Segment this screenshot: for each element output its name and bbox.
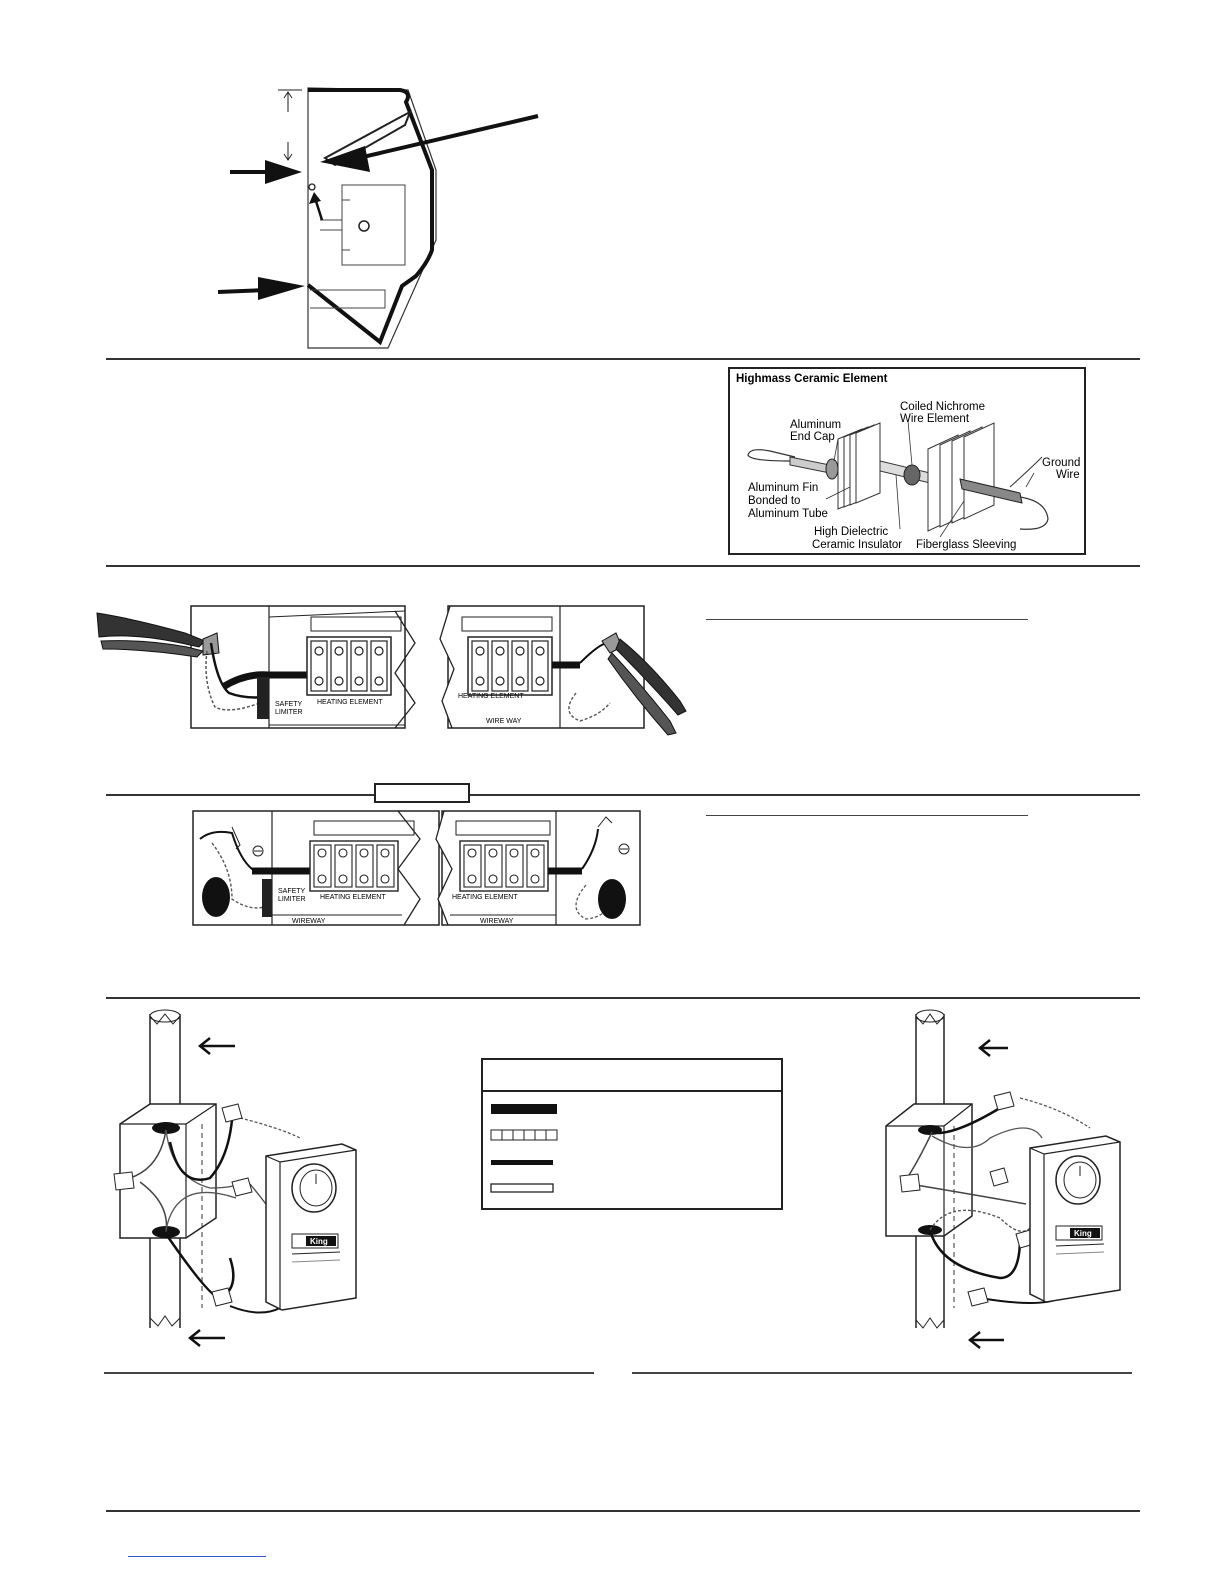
ceramic-element-title: Highmass Ceramic Element <box>736 373 888 385</box>
wire-legend-header <box>483 1060 781 1092</box>
label-wire-element: Wire Element <box>900 413 970 425</box>
label-coiled-nichrome: Coiled Nichrome <box>900 401 986 413</box>
text-underline <box>706 619 1028 620</box>
label-end-cap: End Cap <box>790 431 835 443</box>
label-aluminum-tube: Aluminum Tube <box>748 508 828 520</box>
heating-element-label: HEATING ELEMENT <box>317 699 383 706</box>
safety-label: SAFETY <box>275 701 303 708</box>
wire-legend <box>481 1058 783 1210</box>
label-aluminum: Aluminum <box>790 419 842 431</box>
wiring-right-end-diagram <box>440 603 690 738</box>
heating-element-label: HEATING ELEMENT <box>320 894 386 901</box>
label-aluminum-fin: Aluminum Fin <box>748 482 819 494</box>
thermostat-brand: King <box>1074 1229 1092 1238</box>
safety-label: SAFETY <box>278 888 306 895</box>
note-box <box>374 783 470 803</box>
limiter-label: LIMITER <box>278 896 306 903</box>
heating-element-label: HEATING ELEMENT <box>452 894 518 901</box>
label-fiberglass-sleeving: Fiberglass Sleeving <box>916 539 1017 551</box>
section-divider <box>106 794 1140 796</box>
legend-swatches <box>490 1100 570 1210</box>
label-wire: Wire <box>1056 469 1080 481</box>
ceramic-element-drawing <box>730 369 1084 553</box>
section-divider <box>106 358 1140 360</box>
wireway-right-diagram <box>436 809 642 927</box>
footer-divider <box>106 1510 1140 1512</box>
thermostat-wiring-double-pole-diagram <box>880 1008 1140 1348</box>
ceramic-element-figure <box>728 367 1086 555</box>
thermostat-wiring-single-pole-diagram <box>110 1008 370 1343</box>
label-high-dielectric: High Dielectric <box>814 526 889 538</box>
wireway-left-diagram <box>192 809 442 927</box>
footer-link[interactable] <box>128 1556 266 1557</box>
limiter-label: LIMITER <box>275 709 303 716</box>
wiring-left-end-diagram <box>95 603 415 733</box>
heating-element-label: HEATING ELEMENT <box>458 693 524 700</box>
label-ground: Ground <box>1042 457 1081 469</box>
label-bonded-to: Bonded to <box>748 495 801 507</box>
wire-way-label: WIRE WAY <box>486 718 522 725</box>
right-column-rule <box>632 1372 1132 1374</box>
text-underline <box>706 815 1028 816</box>
wireway-label: WIREWAY <box>480 918 514 925</box>
section-divider <box>106 565 1140 567</box>
wireway-label: WIREWAY <box>292 918 326 925</box>
label-ceramic-insulator: Ceramic Insulator <box>812 539 903 551</box>
left-column-rule <box>104 1372 594 1374</box>
section-divider <box>106 997 1140 999</box>
heater-cross-section-diagram <box>210 80 550 360</box>
thermostat-brand: King <box>310 1237 328 1246</box>
